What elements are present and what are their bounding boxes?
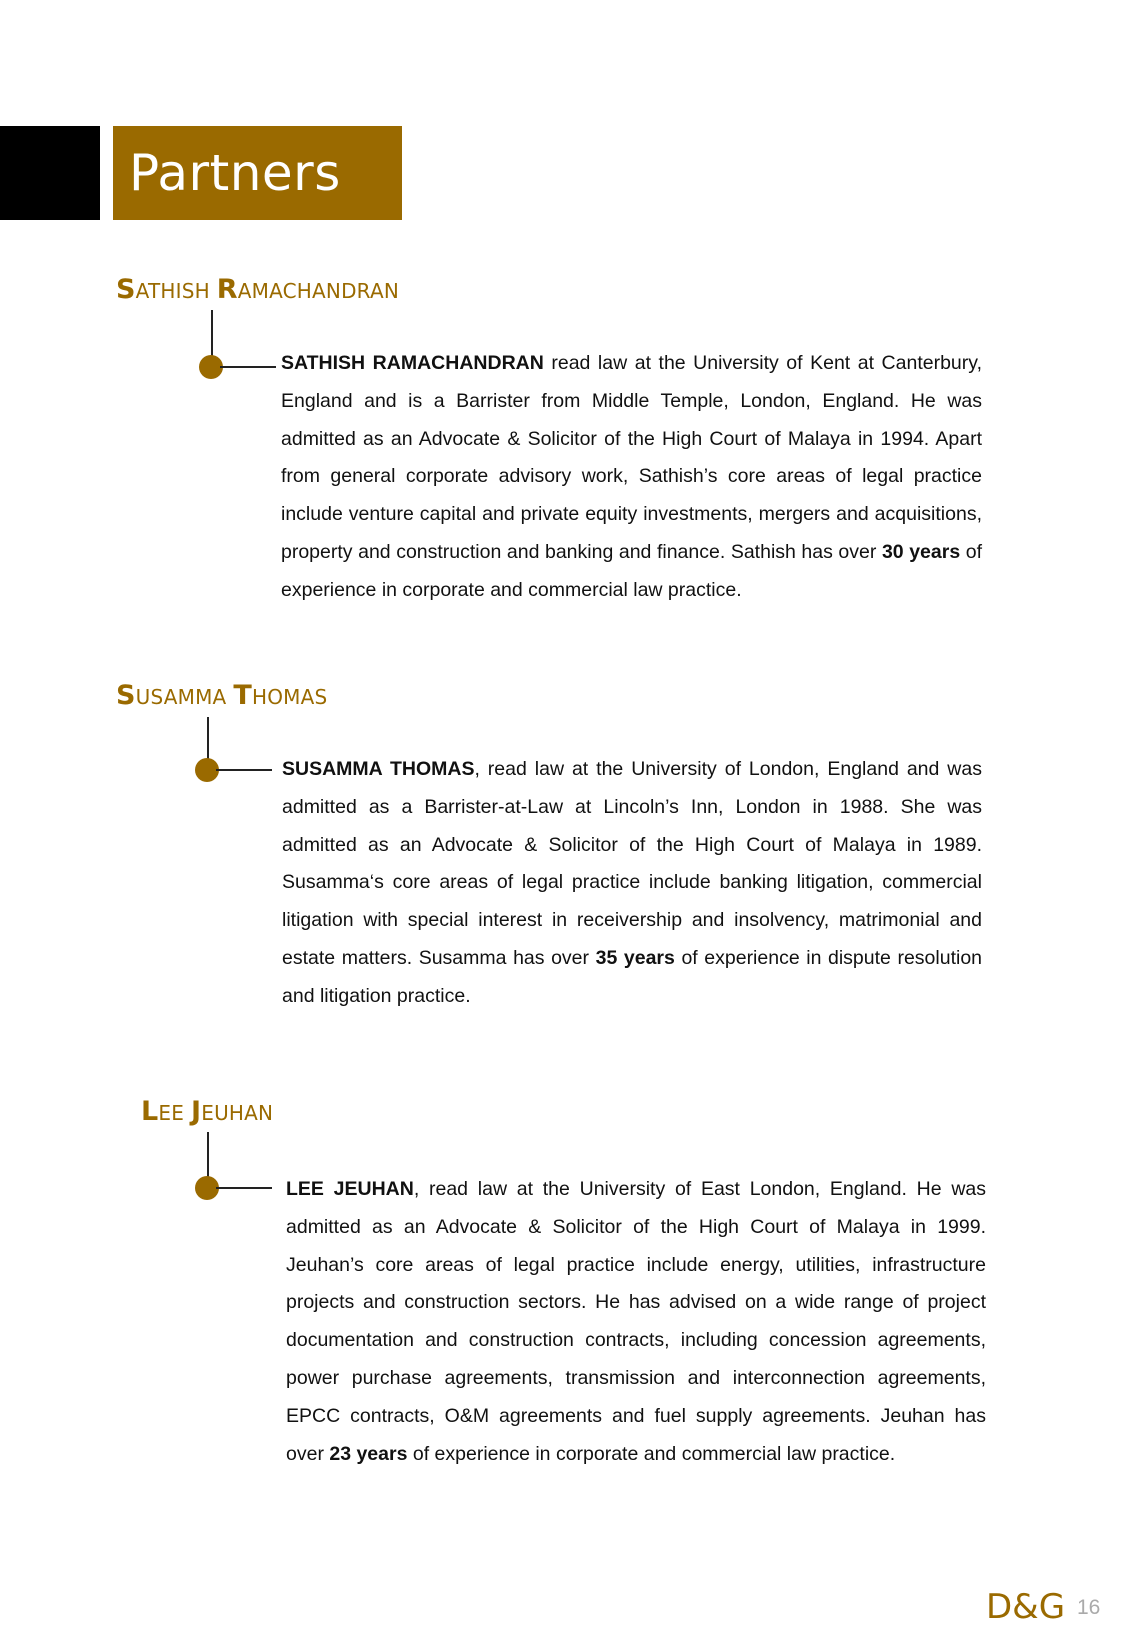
- page-number: 16: [1077, 1596, 1101, 1619]
- connector-vertical-line: [211, 310, 213, 358]
- partner-name-heading: SUSAMMA THOMAS: [116, 680, 328, 711]
- partner-bio: LEE JEUHAN, read law at the University of East London, England. He was admitted as an Advocate & Solicitor of the High Court of Malaya in 1999. Jeuhan’s core areas of legal practice include energy, utilities, infrastructure projects and construction sectors. He has advised on a wide range of project documentation and construction contracts, including concession agreements, power purchase agreements, transmission and interconnection agreements, EPCC contracts, O&M agreements and fuel supply agreements. Jeuhan has over 23 years of experience in corporate and commercial law practice.: [286, 1178, 986, 1465]
- connector-vertical-line: [207, 1132, 209, 1180]
- partner-name-heading: SATHISH RAMACHANDRAN: [116, 274, 400, 305]
- connector-horizontal-line: [216, 1187, 272, 1189]
- connector-horizontal-line: [220, 366, 276, 368]
- connector-horizontal-line: [216, 769, 272, 771]
- footer-logo: D&G: [986, 1587, 1066, 1627]
- partner-bio: SUSAMMA THOMAS, read law at the University of London, England and was admitted as a Barrister-at-Law at Lincoln’s Inn, London in 1988. She was admitted as an Advocate & Solicitor of the High Court of Malaya in 1989. Susamma‘s core areas of legal practice include banking litigation, commercial litigation with special interest in receivership and insolvency, matrimonial and estate matters. Susamma has over 35 years of experience in dispute resolution and litigation practice.: [282, 758, 983, 1007]
- page-title: Partners: [129, 144, 341, 202]
- header-black-block: [0, 126, 100, 220]
- title-box: [113, 126, 402, 220]
- partner-bio: SATHISH RAMACHANDRAN read law at the University of Kent at Canterbury, England and is a Barrister from Middle Temple, London, England. He was admitted as an Advocate & Solicitor of the High Court of Malaya in 1994. Apart from general corporate advisory work, Sathish’s core areas of legal practice include venture capital and private equity investments, mergers and acquisitions, property and construction and banking and finance. Sathish has over 30 years of experience in corporate and commercial law practice.: [281, 352, 982, 601]
- partner-name-heading: LEE JEUHAN: [141, 1096, 274, 1127]
